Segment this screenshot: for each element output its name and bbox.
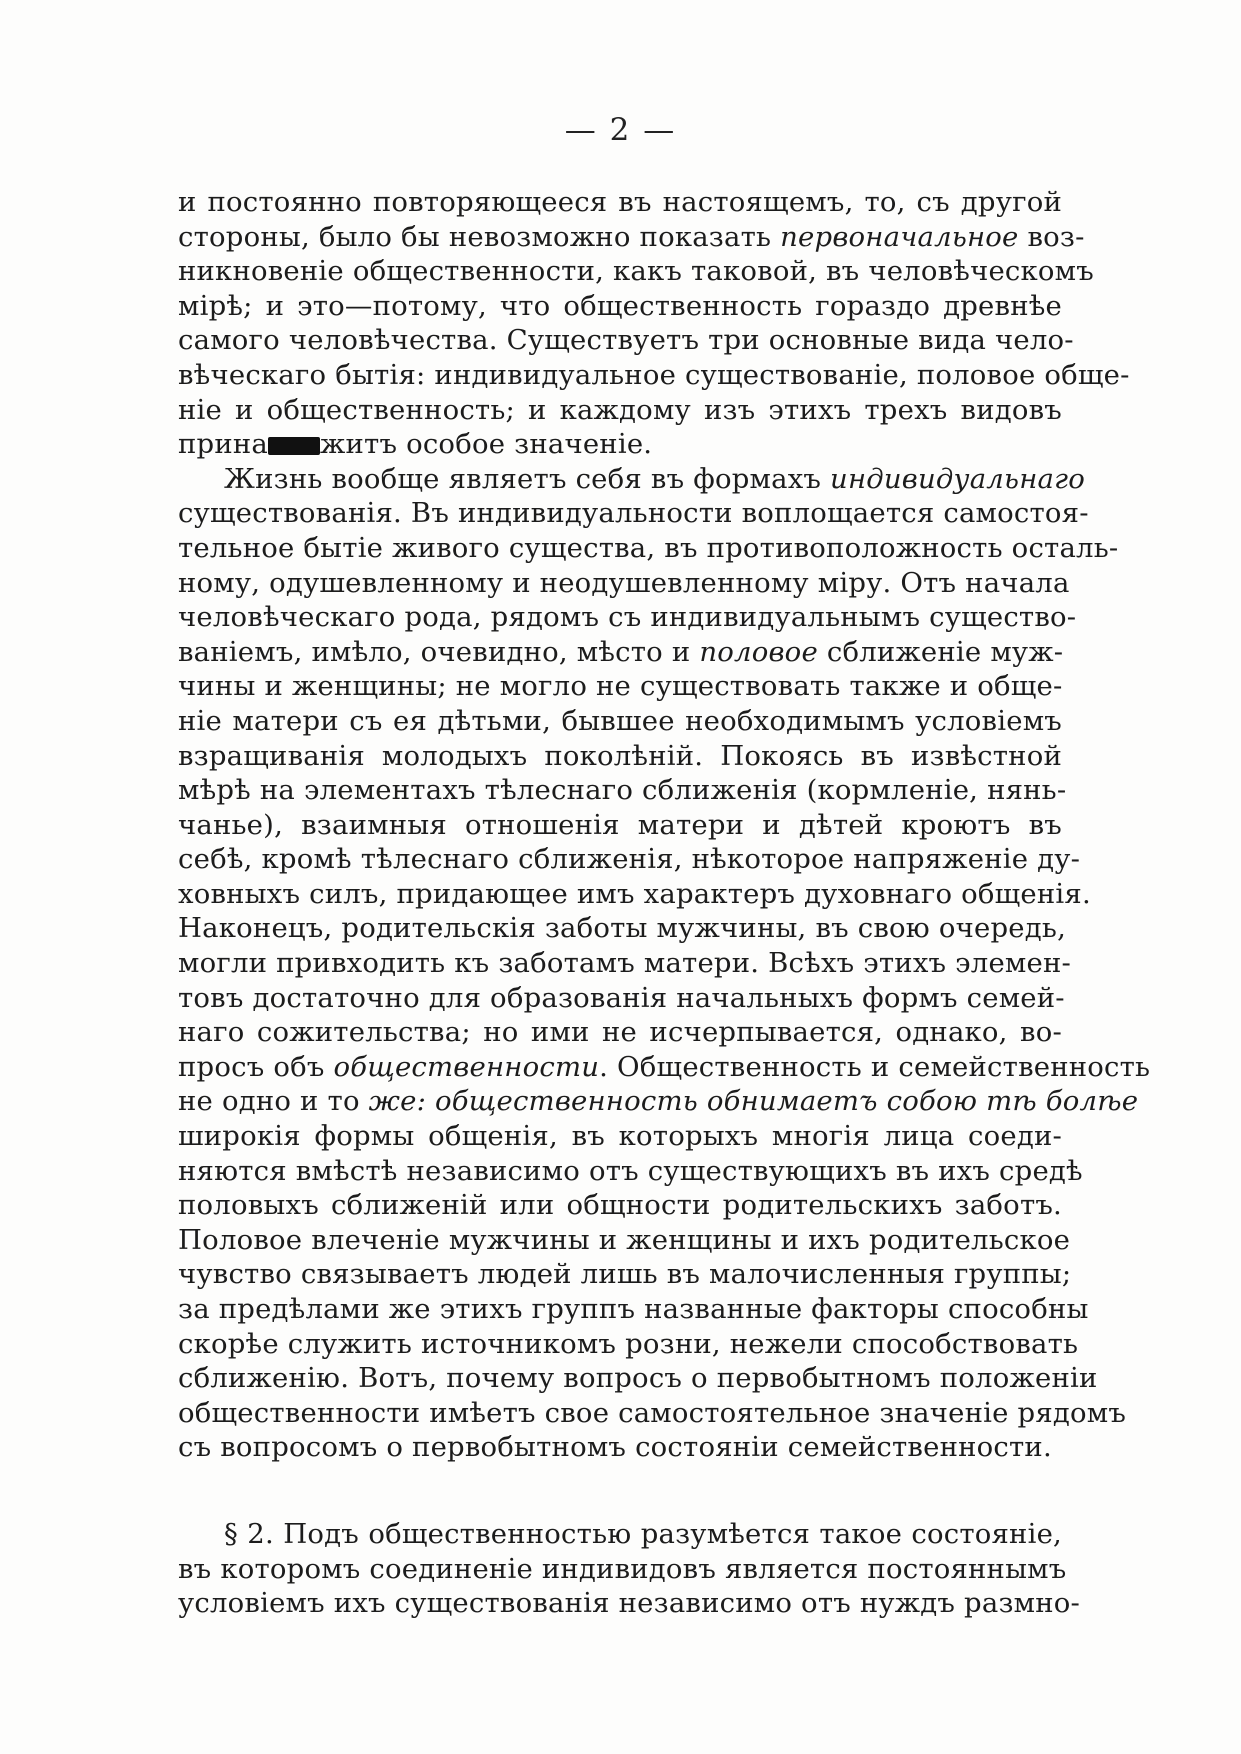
- text-line: чины и женщины; не могло не существовать также и обще-: [178, 670, 1063, 703]
- text-line: не одно и то же: общественность обнимаетъ собою тѣ болѣе: [178, 1085, 1139, 1118]
- text-line: ніе матери съ ея дѣтьми, бывшее необходимымъ условіемъ: [178, 704, 1062, 737]
- paragraph-3: [178, 1517, 1081, 1621]
- text-line: широкія формы общенія, въ которыхъ многія лица соеди-: [178, 1120, 1062, 1153]
- text-line: съ вопросомъ о первобытномъ состояніи семейственности.: [178, 1431, 1052, 1464]
- text-line: за предѣлами же этихъ группъ названные факторы способны: [178, 1293, 1089, 1325]
- text-line: Половое влеченіе мужчины и женщины и ихъ родительское: [178, 1223, 1071, 1256]
- text-line: мѣрѣ на элементахъ тѣлеснаго сближенія (кормленіе, нянь-: [178, 774, 1067, 807]
- text-line: товъ достаточно для образованія начальныхъ формъ семей-: [178, 981, 1065, 1014]
- page-number: — 2 —: [564, 112, 677, 148]
- text-line: никновеніе общественности, какъ таковой, въ человѣческомъ: [178, 255, 1094, 288]
- text-line: мірѣ; и это—потому, что общественность гораздо древнѣе: [178, 289, 1062, 322]
- text-line: ніе и общественность; и каждому изъ этихъ трехъ видовъ: [178, 393, 1062, 426]
- ink-blot: [268, 437, 320, 455]
- paragraph-1: [178, 185, 1130, 462]
- text-line: чувство связываетъ людей лишь въ малочисленныя группы;: [178, 1258, 1072, 1291]
- text-line: прина житъ особое значеніе.: [178, 428, 653, 461]
- text-line: взращиванія молодыхъ поколѣній. Покоясь въ извѣстной: [178, 739, 1062, 772]
- text-line: § 2. Подъ общественностью разумѣется такое состояніе,: [224, 1518, 1062, 1550]
- text-line: въ которомъ соединеніе индивидовъ является постояннымъ: [178, 1552, 1067, 1585]
- section-2-text: [178, 1517, 1081, 1621]
- text-line: ному, одушевленному и неодушевленному міру. Отъ начала: [178, 566, 1070, 599]
- text-line: самого человѣчества. Существуетъ три основные вида чело-: [178, 324, 1074, 357]
- text-line: тельное бытіе живого существа, въ противоположность осталь-: [178, 531, 1119, 564]
- text-line: условіемъ ихъ существованія независимо отъ нуждъ размно-: [178, 1587, 1081, 1620]
- text-line: себѣ, кромѣ тѣлеснаго сближенія, нѣкоторое напряженіе ду-: [178, 843, 1081, 876]
- text-line: вѣческаго бытія: индивидуальное существованіе, половое обще-: [178, 358, 1130, 391]
- text-line: наго сожительства; но ими не исчерпывается, однако, во-: [178, 1016, 1062, 1049]
- text-line: стороны, было бы невозможно показать первоначальное воз-: [178, 220, 1085, 253]
- text-line: и постоянно повторяющееся въ настоящемъ, то, съ другой: [178, 186, 1062, 218]
- text-line: существованія. Въ индивидуальности воплощается самостоя-: [178, 497, 1089, 530]
- text-line: ховныхъ силъ, придающее имъ характеръ духовнаго общенія.: [178, 877, 1091, 910]
- text-line: могли привходить къ заботамъ матери. Всѣхъ этихъ элемен-: [178, 947, 1072, 980]
- text-line: сближенію. Вотъ, почему вопросъ о первобытномъ положеніи: [178, 1362, 1098, 1395]
- text-line: чанье), взаимныя отношенія матери и дѣтей кроютъ въ: [178, 808, 1062, 841]
- text-line: ваніемъ, имѣло, очевидно, мѣсто и половое сближеніе муж-: [178, 635, 1064, 668]
- body-text: [178, 185, 1151, 1465]
- text-line: общественности имѣетъ свое самостоятельное значеніе рядомъ: [178, 1396, 1127, 1429]
- text-line: половыхъ сближеній или общности родительскихъ заботъ.: [178, 1189, 1062, 1222]
- text-line: Наконецъ, родительскія заботы мужчины, въ свою очередь,: [178, 912, 1067, 945]
- text-line: Жизнь вообще являетъ себя въ формахъ индивидуальнаго: [224, 462, 1085, 495]
- text-line: няются вмѣстѣ независимо отъ существующихъ въ ихъ средѣ: [178, 1154, 1083, 1187]
- text-line: скорѣе служить источникомъ розни, нежели способствовать: [178, 1327, 1079, 1360]
- text-line: просъ объ общественности. Общественность и семейственность: [178, 1050, 1151, 1083]
- paragraph-2: [178, 462, 1151, 1465]
- text-line: человѣческаго рода, рядомъ съ индивидуальнымъ существо-: [178, 601, 1077, 634]
